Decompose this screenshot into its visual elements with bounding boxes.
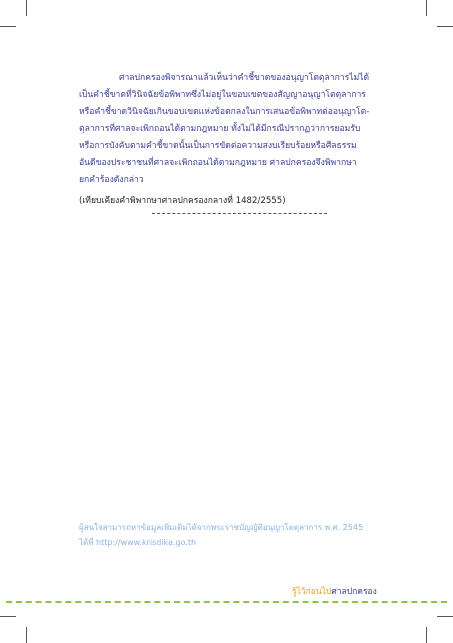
crop-mark [437,616,453,617]
crop-mark [0,616,16,617]
brand-footer [292,584,377,598]
crop-mark [426,627,427,643]
brand-part-orange: รู้ไว้ก่อนไป [292,587,332,597]
footnote [79,520,363,550]
body-line: ยกคำร้องดังกล่าว [79,175,144,185]
brand-part-blue: ศาลปกครอง [331,587,377,597]
body-line: ตุลาการที่ศาลจะเพิกถอนได้ตามกฎหมาย ทั้งไม่ได้มีกรณีปรากฏว่าการยอมรับ [79,124,361,134]
body-line: หรือการบังคับตามคำชี้ขาดนั้นเป็นการขัดต่อความสงบเรียบร้อยหรือศีลธรรม [79,141,357,151]
body-line: หรือคำชี้ขาดวินิจฉัยเกินขอบเขตแห่งข้อตกลงในการเสนอข้อพิพาทต่ออนุญาโต- [79,107,370,117]
body-line: เป็นคำชี้ขาดที่วินิจฉัยข้อพิพาทซึ่งไม่อยู่ในขอบเขตของสัญญาอนุญาโตตุลาการ [79,90,366,100]
case-citation: (เทียบเคียงคำพิพากษาศาลปกครองกลางที่ 1482/2555) [79,196,286,206]
body-paragraph [79,70,399,189]
crop-mark [26,0,27,16]
separator-line [152,213,327,214]
crop-mark [0,26,16,27]
body-line: ศาลปกครองพิจารณาแล้วเห็นว่าคำชี้ขาดของอนุญาโตตุลาการไม่ได้ [119,73,370,83]
footnote-link[interactable]: ได้ที่ http://www.krisdika.go.th [79,538,197,547]
footer-dashed-rule [6,601,447,603]
crop-mark [26,627,27,643]
crop-mark [437,26,453,27]
crop-mark [426,0,427,16]
body-line: อันดีของประชาชนที่ศาลจะเพิกถอนได้ตามกฎหมาย ศาลปกครองจึงพิพากษา [79,158,357,168]
footnote-line: ผู้สนใจสามารถหาข้อมูลเพิ่มเติมได้จากพระราชบัญญัติอนุญาโตตุลาการ พ.ศ. 2545 [79,523,364,532]
